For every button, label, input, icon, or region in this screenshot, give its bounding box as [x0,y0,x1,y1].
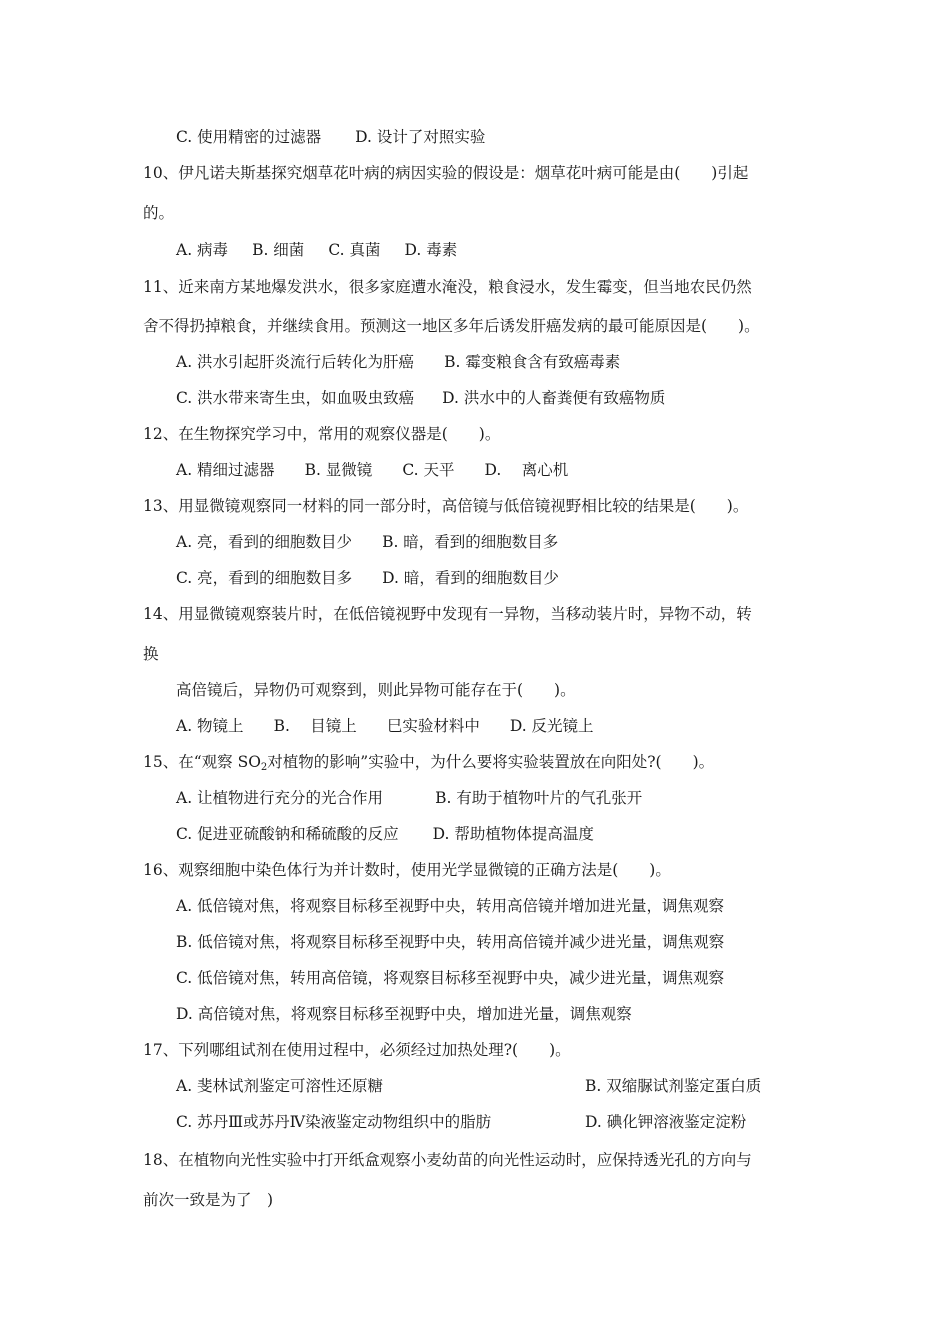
q9-option-c: C. 使用精密的过滤器 [176,128,322,146]
q16-option-a: A. 低倍镜对焦，将观察目标移至视野中央，转用高倍镜并增加进光量，调焦观察 [176,897,725,915]
q13-options-ab [176,532,558,552]
q17-option-b: B. 双缩脲试剂鉴定蛋白质 [585,1077,762,1095]
q9-options-cd [176,127,485,147]
q16-option-d: D. 高倍镜对焦，将观察目标移至视野中央，增加进光量，调焦观察 [176,1005,632,1023]
q11-options-ab [176,352,620,372]
q13-option-b: B. 暗，看到的细胞数目多 [382,533,559,551]
q15-stem-subscript: 2 [260,762,268,773]
q12-option-a: A. 精细过滤器 [176,461,275,479]
q11-stem-line2: 舍不得扔掉粮食，并继续食用。预测这一地区多年后诱发肝癌发病的最可能原因是( )。 [143,317,760,335]
q16-option-c: C. 低倍镜对焦，转用高倍镜，将观察目标移至视野中央，减少进光量，调焦观察 [176,969,725,987]
q15-option-c: C. 促进亚硫酸钠和稀硫酸的反应 [176,825,399,843]
q14-stem-line2: 换 [143,645,159,663]
q18-stem-line2: 前次一致是为了 ) [143,1191,274,1209]
q12-options [176,460,568,480]
q15-option-a: A. 让植物进行充分的光合作用 [176,789,384,807]
q15-stem [143,752,714,772]
q14-stem-line1: 14、用显微镜观察装片时，在低倍镜视野中发现有一异物，当移动装片时，异物不动，转 [143,605,752,623]
q11-stem-line1: 11、近来南方某地爆发洪水，很多家庭遭水淹没，粮食浸水，发生霉变，但当地农民仍然 [143,278,752,296]
q13-option-a: A. 亮，看到的细胞数目少 [176,533,353,551]
q13-options-cd [176,568,559,588]
q9-option-d: D. 设计了对照实验 [355,128,486,146]
q15-stem-pre: 15、在“观察 SO [143,753,261,771]
q10-option-b: B. 细菌 [252,241,305,259]
q16-stem: 16、观察细胞中染色体行为并计数时，使用光学显微镜的正确方法是( )。 [143,861,671,879]
q17-option-c: C. 苏丹Ⅲ或苏丹Ⅳ染液鉴定动物组织中的脂肪 [176,1113,492,1131]
q10-option-a: A. 病毒 [176,241,229,259]
q17-option-a: A. 斐林试剂鉴定可溶性还原糖 [176,1077,384,1095]
q14-stem-line3: 高倍镜后，异物仍可观察到，则此异物可能存在于( )。 [176,681,576,699]
q11-options-cd [176,388,665,408]
q12-stem: 12、在生物探究学习中，常用的观察仪器是( )。 [143,425,501,443]
q14-option-c: 巳实验材料中 [386,717,480,735]
q10-option-c: C. 真菌 [328,241,381,259]
q14-option-d: D. 反光镜上 [509,717,594,735]
q11-option-b: B. 霉变粮食含有致癌毒素 [444,353,621,371]
q14-option-a: A. 物镜上 [176,717,244,735]
q10-options [176,240,457,260]
q15-option-d: D. 帮助植物体提高温度 [432,825,594,843]
q15-options-ab [176,788,642,808]
q17-stem: 17、下列哪组试剂在使用过程中，必须经过加热处理?( )。 [143,1041,571,1059]
q10-option-d: D. 毒素 [404,241,458,259]
q13-stem: 13、用显微镜观察同一材料的同一部分时，高倍镜与低倍镜视野相比较的结果是( )。 [143,497,749,515]
q13-option-d: D. 暗，看到的细胞数目少 [382,569,559,587]
q10-stem-line2: 的。 [143,204,175,222]
q15-options-cd [176,824,594,844]
q15-stem-post: 对植物的影响”实验中，为什么要将实验装置放在向阳处?( )。 [267,753,715,771]
q18-stem-line1: 18、在植物向光性实验中打开纸盒观察小麦幼苗的向光性运动时，应保持透光孔的方向与 [143,1151,752,1169]
q16-option-b: B. 低倍镜对焦，将观察目标移至视野中央，转用高倍镜并减少进光量，调焦观察 [176,933,725,951]
q11-option-d: D. 洪水中的人畜粪便有致癌物质 [442,389,666,407]
q10-stem-line1: 10、伊凡诺夫斯基探究烟草花叶病的病因实验的假设是：烟草花叶病可能是由( )引起 [143,164,749,182]
q11-option-c: C. 洪水带来寄生虫，如血吸虫致癌 [176,389,415,407]
q12-option-b: B. 显微镜 [304,461,373,479]
q14-options [176,716,594,736]
q11-option-a: A. 洪水引起肝炎流行后转化为肝癌 [176,353,415,371]
q15-option-b: B. 有助于植物叶片的气孔张开 [435,789,643,807]
q12-option-c: C. 天平 [402,461,455,479]
q13-option-c: C. 亮，看到的细胞数目多 [176,569,353,587]
q14-option-b: B. 目镜上 [273,717,357,735]
q12-option-d: D. 离心机 [484,461,569,479]
q17-option-d: D. 碘化钾溶液鉴定淀粉 [585,1113,747,1131]
